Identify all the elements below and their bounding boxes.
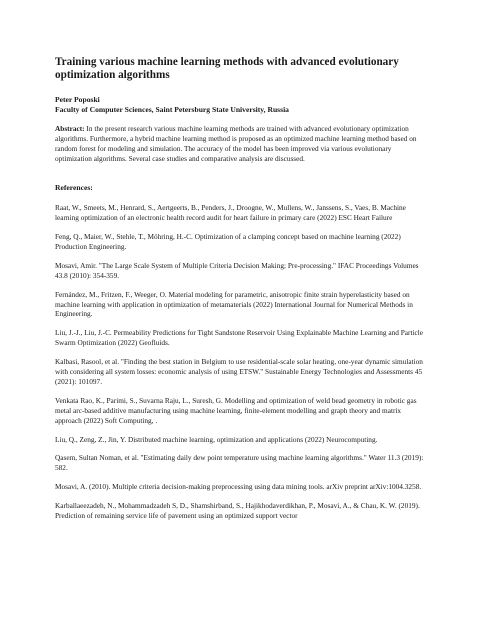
reference-list bbox=[55, 203, 427, 521]
author-name: Peter Poposki bbox=[55, 95, 100, 105]
reference-item: Mosavi, Amir. "The Large Scale System of Multiple Criteria Decision Making; Pre-processing." IFAC Proceedings Volumes 43.8 (2010): 354-359. bbox=[55, 260, 419, 280]
reference-item: Liu, Q., Zeng, Z., Jin, Y. Distributed machine learning, optimization and applications (2022) Neurocomputing. bbox=[55, 434, 378, 444]
abstract-text: In the present research various machine learning methods are trained with advanced evolutionary optimization algorithms. Furthermore, a hybrid machine learning method is proposed as an optimized machine learning method based on random forest for modeling and simulation. The accuracy of the model has been improved via various evolutionary optimization algorithms. Several case studies and comparative analysis are discussed. bbox=[55, 124, 417, 163]
reference-item: Raat, W., Smeets, M., Henrard, S., Aertgeerts, B., Penders, J., Droogne, W., Mullens, W., Janssens, S., Vaes, B. Machine learning optimization of an electronic health record audit for heart failure in primary care (2022) ESC Heart Failure bbox=[55, 203, 406, 223]
reference-item: Fernández, M., Fritzen, F., Weeger, O. Material modeling for parametric, anisotropic finite strain hyperelasticity based on machine learning with application in optimization of metamaterials (2022) International Journal for Numerical Methods in Engineering. bbox=[55, 289, 413, 319]
reference-item: Kalbasi, Rasool, et al. "Finding the best station in Belgium to use residential-scale solar heating, one-year dynamic simulation with considering all system losses: economic analysis of using ETSW." Sustainable Energy Technologies and Assessments 45 (2021): 101097. bbox=[55, 357, 423, 386]
abstract bbox=[55, 124, 427, 163]
paper-page bbox=[55, 56, 427, 530]
reference-item: Karballaeezadeh, N., Mohammadzadeh S, D., Shamshirband, S., Hajikhodaverdikhan, P., Mosavi, A., & Chau, K. W. (2019). Prediction of remaining service life of pavement using an optimized support vector bbox=[55, 501, 420, 521]
reference-item: Mosavi, A. (2010). Multiple criteria decision-making preprocessing using data mining tools. arXiv preprint arXiv:1004.3258. bbox=[55, 482, 422, 492]
reference-item: Qasem, Sultan Noman, et al. "Estimating daily dew point temperature using machine learning algorithms." Water 11.3 (2019): 582. bbox=[55, 453, 424, 473]
author-affiliation: Faculty of Computer Sciences, Saint Petersburg State University, Russia bbox=[55, 104, 289, 114]
reference-item: Venkata Rao, K., Parimi, S., Suvarna Raju, L., Suresh, G. Modelling and optimization of weld bead geometry in robotic gas metal arc-based additive manufacturing using machine learning, finite-element modelling and graph theory and matrix approach (2022) Soft Computing, . bbox=[55, 395, 417, 425]
reference-item: Liu, J.-J., Liu, J.-C. Permeability Predictions for Tight Sandstone Reservoir Using Explainable Machine Learning and Particle Swarm Optimization (2022) Geofluids. bbox=[55, 328, 424, 348]
references-heading: References: bbox=[55, 182, 93, 192]
abstract-label: Abstract: bbox=[55, 124, 85, 134]
reference-item: Feng, Q., Maier, W., Stehle, T., Möhring, H.-C. Optimization of a clamping concept based on machine learning (2022) Production Engineering. bbox=[55, 231, 401, 251]
paper-title: Training various machine learning methods with advanced evolutionary optimization algorithms bbox=[55, 56, 399, 81]
